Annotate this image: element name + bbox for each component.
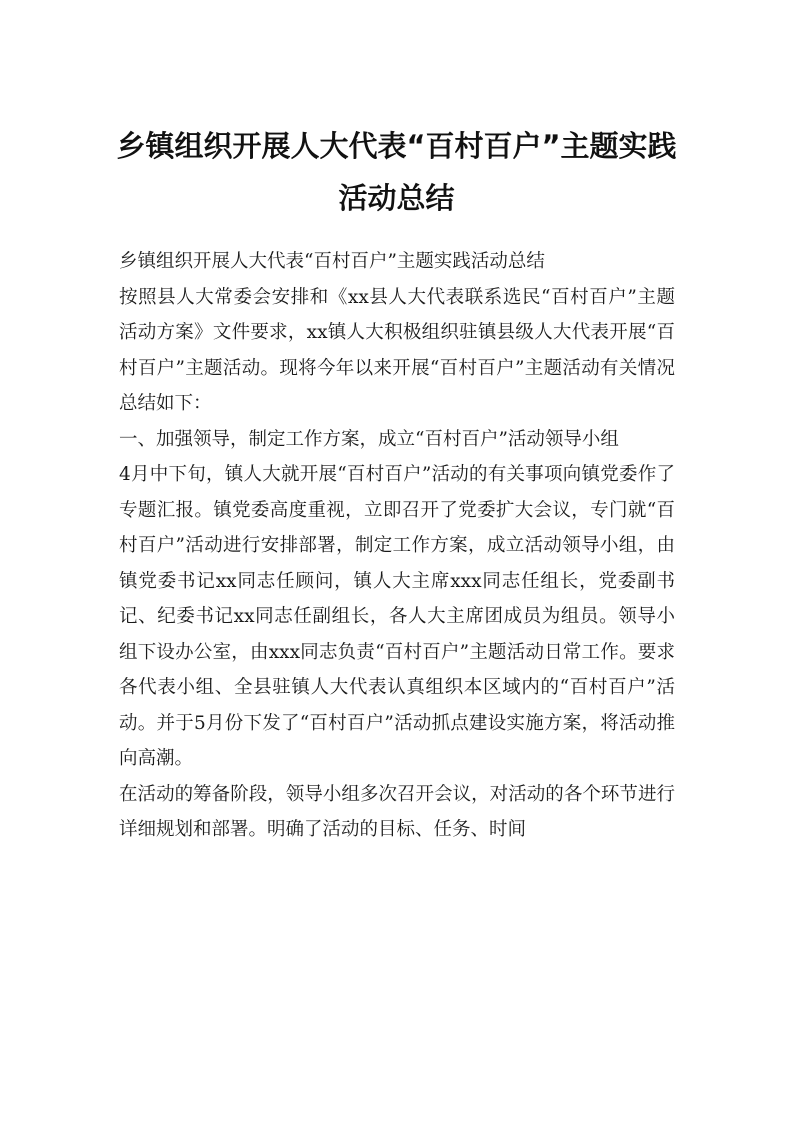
document-body [119,244,675,848]
body-paragraph: 4月中下旬，镇人大就开展“百村百户”活动的有关事项向镇党委作了专题汇报。镇党委高度重视，立即召开了党委扩大会议，专门就“百村百户”活动进行安排部署，制定工作方案，成立活动领导小组，由镇党委书记xx同志任顾问，镇人大主席xxx同志任组长，党委副书记、纪委书记xx同志任副组长，各人大主席团成员为组员。领导小组下设办公室，由xxx同志负责“百村百户”主题活动日常工作。要求各代表小组、全县驻镇人大代表认真组织本区域内的“百村百户”活动。并于5月份下发了“百村百户”活动抓点建设实施方案，将活动推向高潮。 [119,464,675,769]
section-heading: 一、加强领导，制定工作方案，成立“百村百户”活动领导小组 [119,428,619,450]
subtitle-paragraph: 乡镇组织开展人大代表“百村百户”主题实践活动总结 [119,251,545,272]
document-title: 乡镇组织开展人大代表“百村百户”主题实践活动总结 [116,129,677,215]
intro-paragraph: 按照县人大常委会安排和《xx县人大代表联系选民“百村百户”主题活动方案》文件要求，xx镇人大积极组织驻镇县级人大代表开展“百村百户”主题活动。现将今年以来开展“百村百户”主题活动有关情况总结如下： [119,286,675,414]
body-paragraph: 在活动的筹备阶段，领导小组多次召开会议，对活动的各个环节进行详细规划和部署。明确了活动的目标、任务、时间 [119,783,675,840]
